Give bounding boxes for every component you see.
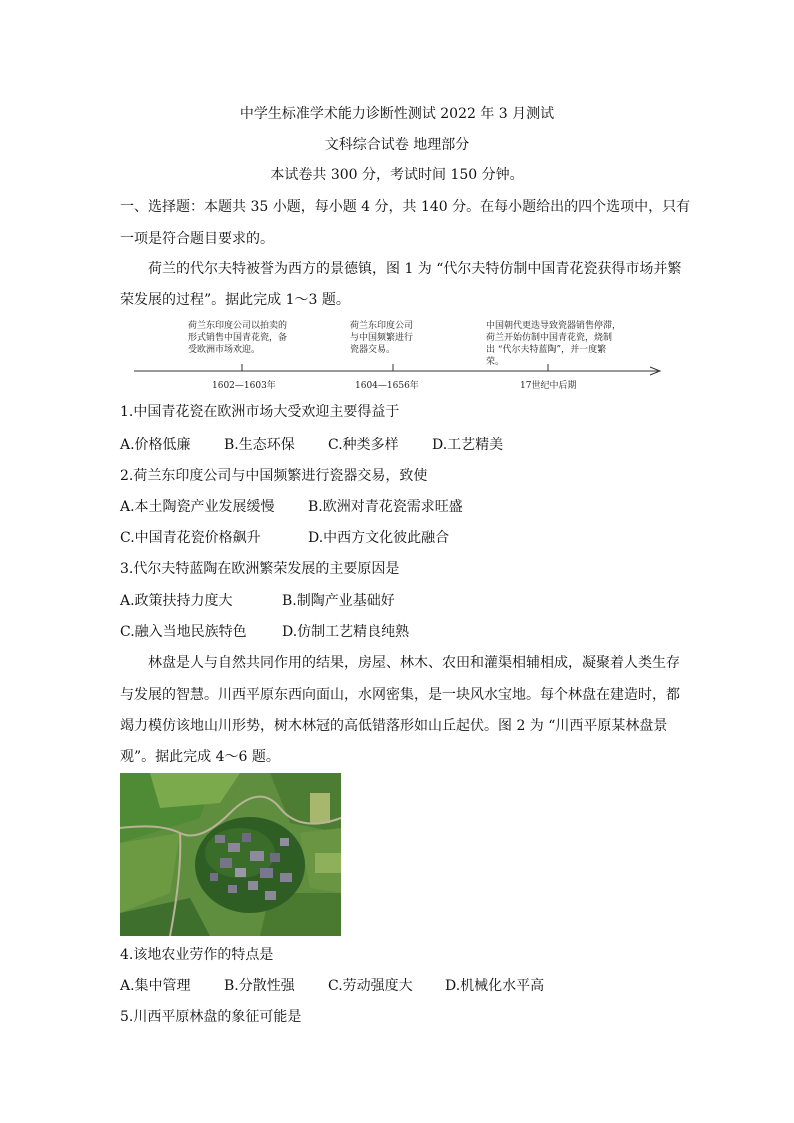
timeline-date-2: 1604—1656年: [355, 381, 419, 391]
passage2-line2: 与发展的智慧。川西平原东西向面山，水网密集，是一块风水宝地。每个林盘在建造时，都: [120, 687, 680, 703]
timeline-date-3: 17世纪中后期: [520, 381, 577, 391]
q4-option-c[interactable]: C.劳动强度大: [328, 978, 413, 994]
q2-option-d[interactable]: D.中西方文化彼此融合: [308, 530, 450, 546]
passage2-line3: 竭力模仿该地山川形势，树木林冠的高低错落形如山丘起伏。图 2 为 “川西平原某林盘景: [120, 718, 668, 734]
passage2-line1: 林盘是人与自然共同作用的结果，房屋、林木、农田和灌渠相辅相成，凝聚着人类生存: [148, 655, 680, 671]
q3-option-c[interactable]: C.融入当地民族特色: [120, 624, 247, 640]
timeline-figure: [130, 312, 670, 394]
timeline-event-2-text: 荷兰东印度公司 与中国频繁进行 瓷器交易。: [350, 321, 414, 355]
section-heading-line1: 一、选择题：本题共 35 小题，每小题 4 分，共 140 分。在每小题给出的四个选项中，只有: [120, 199, 691, 215]
q3-option-d[interactable]: D.仿制工艺精良纯熟: [282, 624, 410, 640]
exam-note: 本试卷共 300 分，考试时间 150 分钟。: [270, 167, 524, 183]
q1-stem: 1.中国青花瓷在欧洲市场大受欢迎主要得益于: [120, 404, 400, 420]
q4-option-d[interactable]: D.机械化水平高: [445, 978, 545, 994]
passage1-line2: 荣发展的过程”。据此完成 1～3 题。: [120, 292, 350, 308]
exam-title: 中学生标准学术能力诊断性测试 2022 年 3 月测试: [239, 106, 555, 122]
q3-option-a[interactable]: A.政策扶持力度大: [120, 593, 233, 609]
passage1-line1: 荷兰的代尔夫特被誉为西方的景德镇，图 1 为 “代尔夫特仿制中国青花瓷获得市场并繁: [148, 261, 682, 277]
q2-option-c[interactable]: C.中国青花瓷价格飙升: [120, 530, 261, 546]
q2-option-a[interactable]: A.本土陶瓷产业发展缓慢: [120, 499, 275, 515]
q3-option-b[interactable]: B.制陶产业基础好: [282, 593, 395, 609]
q4-stem: 4.该地农业劳作的特点是: [120, 947, 274, 963]
q1-option-d[interactable]: D.工艺精美: [432, 437, 504, 453]
linpan-aerial-photo: [120, 773, 341, 936]
q5-stem: 5.川西平原林盘的象征可能是: [120, 1009, 302, 1025]
timeline-date-1: 1602—1603年: [212, 381, 276, 391]
q1-option-a[interactable]: A.价格低廉: [120, 437, 191, 453]
section-heading-line2: 一项是符合题目要求的。: [120, 231, 274, 247]
passage2-line4: 观”。据此完成 4～6 题。: [120, 749, 280, 765]
timeline-event-1-text: 荷兰东印度公司以拍卖的 形式销售中国青花瓷，备 受欧洲市场欢迎。: [188, 321, 288, 355]
q2-option-b[interactable]: B.欧洲对青花瓷需求旺盛: [308, 499, 463, 515]
q1-option-c[interactable]: C.种类多样: [328, 437, 399, 453]
timeline-event-3-text: 中国朝代更迭导致瓷器销售停滞， 荷兰开始仿制中国青花瓷，烧制 出 “代尔夫特蓝陶”，并一度繁 荣。: [486, 321, 622, 367]
q4-option-a[interactable]: A.集中管理: [120, 978, 191, 994]
exam-subtitle: 文科综合试卷 地理部分: [324, 137, 470, 153]
q2-stem: 2.荷兰东印度公司与中国频繁进行瓷器交易，致使: [120, 468, 428, 484]
q3-stem: 3.代尔夫特蓝陶在欧洲繁荣发展的主要原因是: [120, 561, 400, 577]
q4-option-b[interactable]: B.分散性强: [224, 978, 295, 994]
q1-option-b[interactable]: B.生态环保: [224, 437, 295, 453]
